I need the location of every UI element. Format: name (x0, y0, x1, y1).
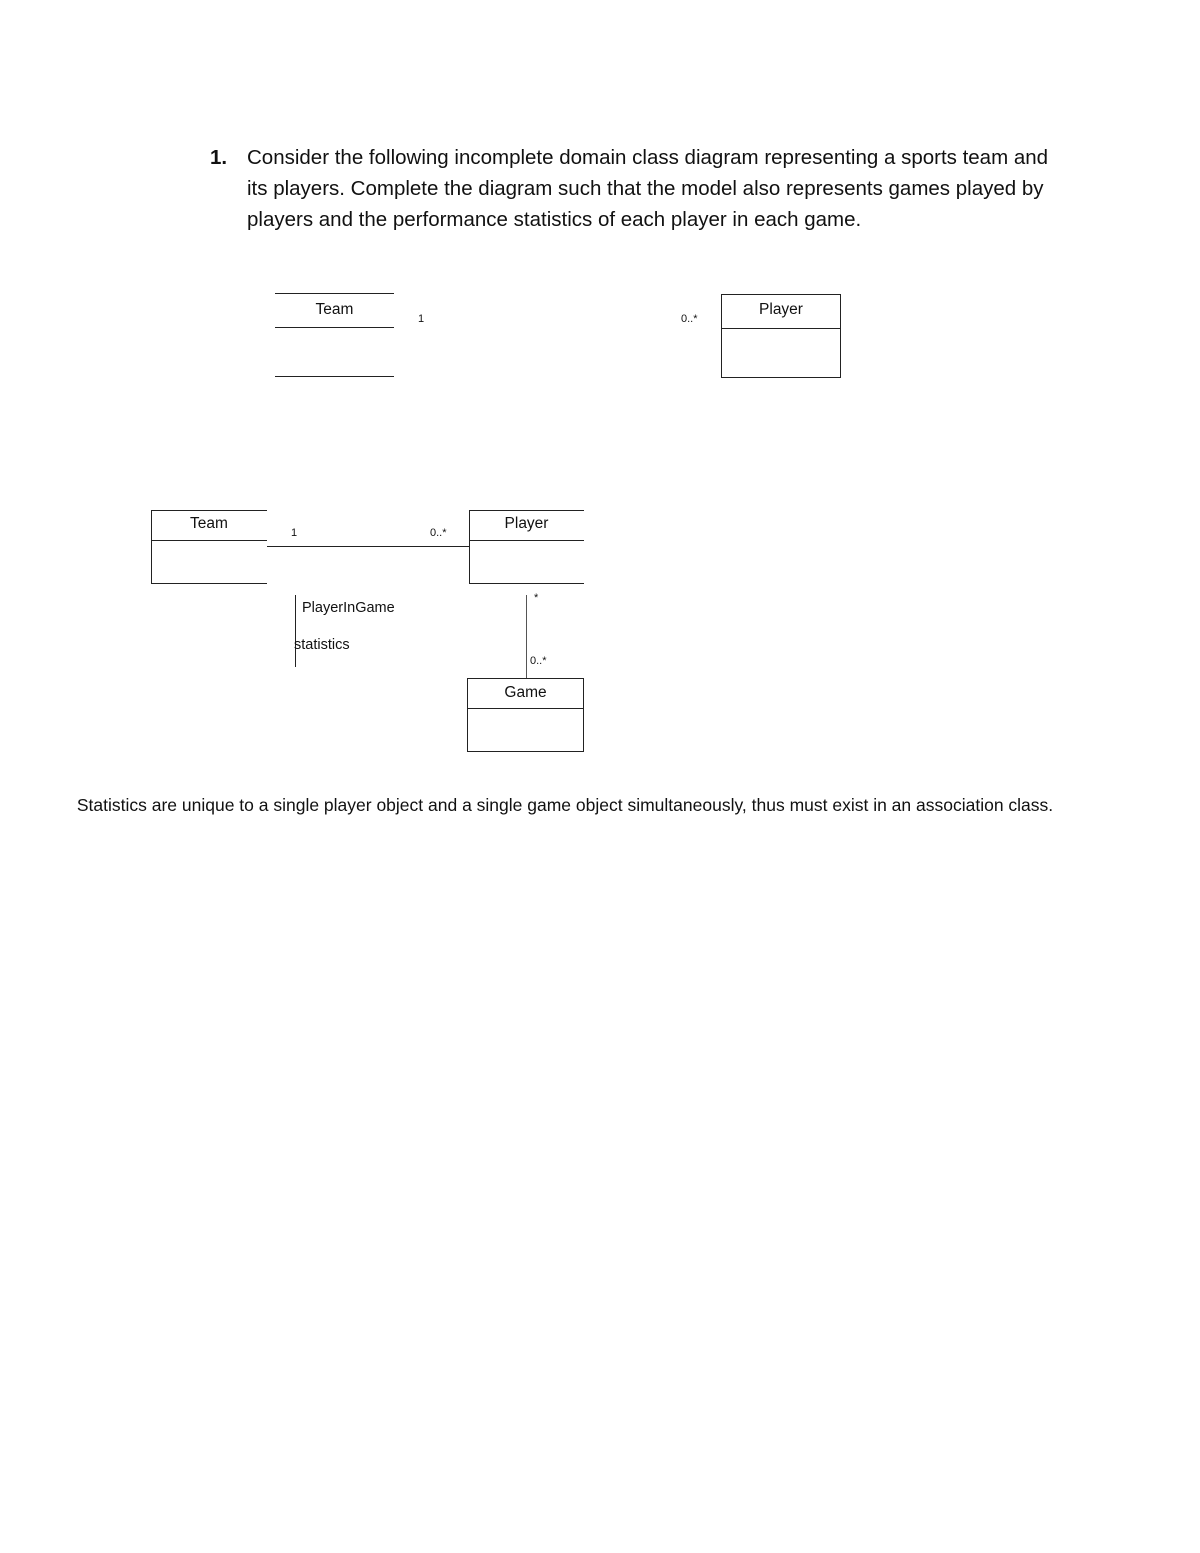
team-class-top-border (275, 293, 394, 294)
player-class-2-divider (469, 540, 584, 541)
player-multiplicity-2: 0..* (430, 527, 447, 539)
player-game-multiplicity: * (534, 592, 539, 604)
team-class-divider (275, 327, 394, 328)
association-class-name: PlayerInGame (302, 600, 395, 616)
team-player-association (267, 546, 469, 547)
question (210, 142, 1070, 235)
association-class-attribute: statistics (294, 637, 350, 653)
association-class-border (295, 595, 296, 667)
player-class-2-bottom-border (469, 583, 584, 584)
player-class-2-name: Player (504, 515, 549, 532)
game-class-name: Game (504, 684, 547, 701)
team-class-2-name: Team (190, 515, 228, 532)
player-class-2-top-border (469, 510, 584, 511)
player-class (721, 294, 841, 378)
team-class-2-top-border (151, 510, 267, 511)
player-class-name: Player (759, 301, 803, 318)
team-class-2-bottom-border (151, 583, 267, 584)
team-multiplicity: 1 (418, 313, 425, 325)
game-class-divider (468, 708, 583, 709)
team-class-2-divider (151, 540, 267, 541)
team-multiplicity-2: 1 (291, 527, 298, 539)
question-number: 1. (210, 146, 228, 169)
game-multiplicity: 0..* (530, 655, 547, 667)
player-multiplicity: 0..* (681, 313, 698, 325)
team-class-bottom-border (275, 376, 394, 377)
answer-text: Statistics are unique to a single player object and a single game object simultaneously, thus must exist in an association class. (76, 795, 1054, 815)
team-class-name: Team (315, 301, 354, 318)
player-game-association (526, 595, 527, 678)
game-class (467, 678, 584, 752)
question-text: Consider the following incomplete domain class diagram representing a sports team and its players. Complete the diagram such that the model also represents games played by players and the performance statistics of each player in each game. (247, 146, 1049, 231)
player-class-divider (722, 328, 840, 329)
